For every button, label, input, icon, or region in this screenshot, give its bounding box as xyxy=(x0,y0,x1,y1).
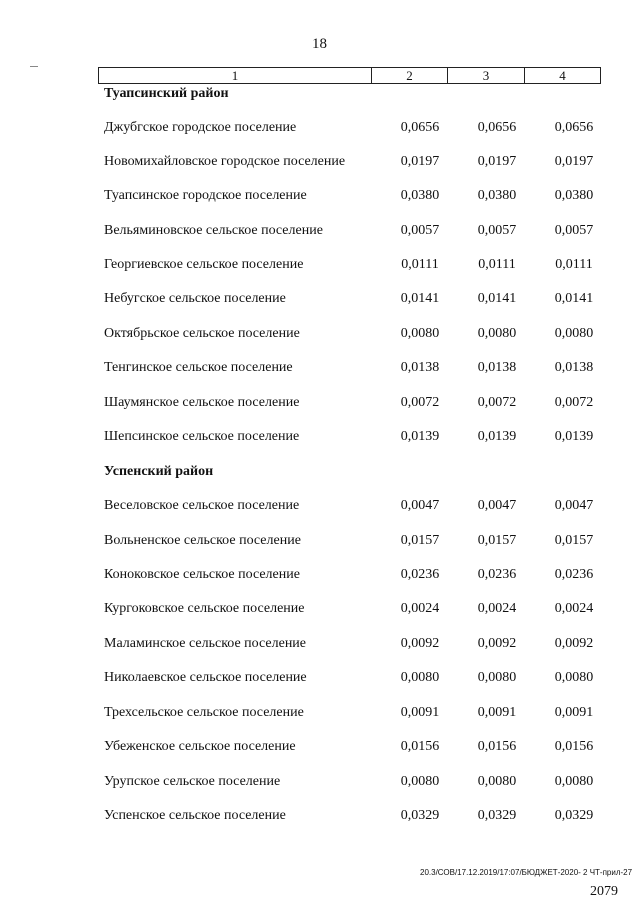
value-col-2: 0,0091 xyxy=(400,705,440,720)
settlement-name: Георгиевское сельское поселение xyxy=(104,257,304,272)
table-row xyxy=(0,772,639,792)
value-col-3: 0,0024 xyxy=(477,601,517,616)
value-col-3: 0,0329 xyxy=(477,808,517,823)
value-col-4: 0,0080 xyxy=(554,326,594,341)
settlement-name: Шаумянское сельское поселение xyxy=(104,395,300,410)
value-col-3: 0,0057 xyxy=(477,223,517,238)
value-col-2: 0,0092 xyxy=(400,636,440,651)
settlement-name: Убеженское сельское поселение xyxy=(104,739,296,754)
settlement-name: Николаевское сельское поселение xyxy=(104,670,307,685)
table-row xyxy=(0,703,639,723)
value-col-4: 0,0329 xyxy=(554,808,594,823)
settlement-name: Веселовское сельское поселение xyxy=(104,498,300,513)
value-col-4: 0,0024 xyxy=(554,601,594,616)
table-row xyxy=(0,255,639,275)
table-row xyxy=(0,427,639,447)
value-col-4: 0,0139 xyxy=(554,429,594,444)
value-col-3: 0,0092 xyxy=(477,636,517,651)
section-heading xyxy=(0,462,639,482)
table-row xyxy=(0,531,639,551)
section-title: Туапсинский район xyxy=(104,86,229,101)
column-header-1: 1 xyxy=(99,68,372,84)
value-col-4: 0,0057 xyxy=(554,223,594,238)
margin-mark xyxy=(30,66,38,67)
value-col-3: 0,0138 xyxy=(477,360,517,375)
document-footer-code: 20.3/СОВ/17.12.2019/17:07/БЮДЖЕТ-2020- 2 ЧТ-прил-27 xyxy=(420,868,633,877)
table-row xyxy=(0,358,639,378)
settlement-name: Коноковское сельское поселение xyxy=(104,567,300,582)
value-col-3: 0,0141 xyxy=(477,291,517,306)
value-col-3: 0,0139 xyxy=(477,429,517,444)
settlement-name: Трехсельское сельское поселение xyxy=(104,705,304,720)
value-col-2: 0,0236 xyxy=(400,567,440,582)
table-row xyxy=(0,186,639,206)
value-col-3: 0,0091 xyxy=(477,705,517,720)
value-col-2: 0,0139 xyxy=(400,429,440,444)
value-col-2: 0,0047 xyxy=(400,498,440,513)
column-header-row xyxy=(99,68,601,84)
column-header-2: 2 xyxy=(372,68,448,84)
table-row xyxy=(0,599,639,619)
value-col-2: 0,0157 xyxy=(400,533,440,548)
value-col-2: 0,0080 xyxy=(400,774,440,789)
value-col-3: 0,0111 xyxy=(478,257,516,272)
table-row xyxy=(0,496,639,516)
value-col-4: 0,0138 xyxy=(554,360,594,375)
value-col-3: 0,0656 xyxy=(477,120,517,135)
value-col-4: 0,0380 xyxy=(554,188,594,203)
value-col-3: 0,0080 xyxy=(477,774,517,789)
settlement-name: Тенгинское сельское поселение xyxy=(104,360,293,375)
value-col-2: 0,0197 xyxy=(400,154,440,169)
settlement-name: Новомихайловское городское поселение xyxy=(104,154,346,169)
table-row xyxy=(0,393,639,413)
table-row xyxy=(0,806,639,826)
table-row xyxy=(0,668,639,688)
value-col-2: 0,0141 xyxy=(400,291,440,306)
settlement-name: Джубгское городское поселение xyxy=(104,120,297,135)
value-col-4: 0,0080 xyxy=(554,670,594,685)
column-header-3: 3 xyxy=(448,68,525,84)
table-row xyxy=(0,737,639,757)
value-col-3: 0,0157 xyxy=(477,533,517,548)
value-col-2: 0,0156 xyxy=(400,739,440,754)
value-col-3: 0,0236 xyxy=(477,567,517,582)
settlement-name: Шепсинское сельское поселение xyxy=(104,429,300,444)
value-col-4: 0,0080 xyxy=(554,774,594,789)
value-col-4: 0,0141 xyxy=(554,291,594,306)
value-col-4: 0,0656 xyxy=(554,120,594,135)
value-col-4: 0,0156 xyxy=(554,739,594,754)
value-col-2: 0,0024 xyxy=(400,601,440,616)
settlement-name: Небугское сельское поселение xyxy=(104,291,286,306)
value-col-4: 0,0047 xyxy=(554,498,594,513)
value-col-2: 0,0080 xyxy=(400,326,440,341)
value-col-3: 0,0156 xyxy=(477,739,517,754)
value-col-4: 0,0111 xyxy=(555,257,593,272)
value-col-2: 0,0057 xyxy=(400,223,440,238)
table-row xyxy=(0,152,639,172)
table-row xyxy=(0,118,639,138)
value-col-2: 0,0656 xyxy=(400,120,440,135)
value-col-2: 0,0072 xyxy=(400,395,440,410)
settlement-name: Урупское сельское поселение xyxy=(104,774,281,789)
settlement-name: Вольненское сельское поселение xyxy=(104,533,301,548)
settlement-name: Октябрьское сельское поселение xyxy=(104,326,300,341)
value-col-3: 0,0197 xyxy=(477,154,517,169)
value-col-4: 0,0092 xyxy=(554,636,594,651)
value-col-4: 0,0157 xyxy=(554,533,594,548)
value-col-2: 0,0080 xyxy=(400,670,440,685)
value-col-3: 0,0072 xyxy=(477,395,517,410)
column-header-4: 4 xyxy=(525,68,601,84)
value-col-4: 0,0072 xyxy=(554,395,594,410)
value-col-2: 0,0329 xyxy=(400,808,440,823)
settlement-name: Маламинское сельское поселение xyxy=(104,636,307,651)
page-number: 18 xyxy=(312,36,327,52)
value-col-3: 0,0380 xyxy=(477,188,517,203)
value-col-3: 0,0047 xyxy=(477,498,517,513)
value-col-2: 0,0111 xyxy=(401,257,439,272)
table-row xyxy=(0,324,639,344)
value-col-4: 0,0091 xyxy=(554,705,594,720)
value-col-3: 0,0080 xyxy=(477,670,517,685)
table-row xyxy=(0,634,639,654)
settlement-name: Кургоковское сельское поселение xyxy=(104,601,305,616)
settlement-name: Вельяминовское сельское поселение xyxy=(104,223,323,238)
section-title: Успенский район xyxy=(104,464,214,479)
value-col-2: 0,0138 xyxy=(400,360,440,375)
section-heading xyxy=(0,84,639,104)
value-col-2: 0,0380 xyxy=(400,188,440,203)
table-row xyxy=(0,221,639,241)
column-header-table xyxy=(98,67,601,84)
table-row xyxy=(0,565,639,585)
value-col-4: 0,0236 xyxy=(554,567,594,582)
settlement-name: Успенское сельское поселение xyxy=(104,808,286,823)
value-col-4: 0,0197 xyxy=(554,154,594,169)
stamp-number: 2079 xyxy=(590,884,618,899)
value-col-3: 0,0080 xyxy=(477,326,517,341)
settlement-name: Туапсинское городское поселение xyxy=(104,188,307,203)
table-row xyxy=(0,289,639,309)
